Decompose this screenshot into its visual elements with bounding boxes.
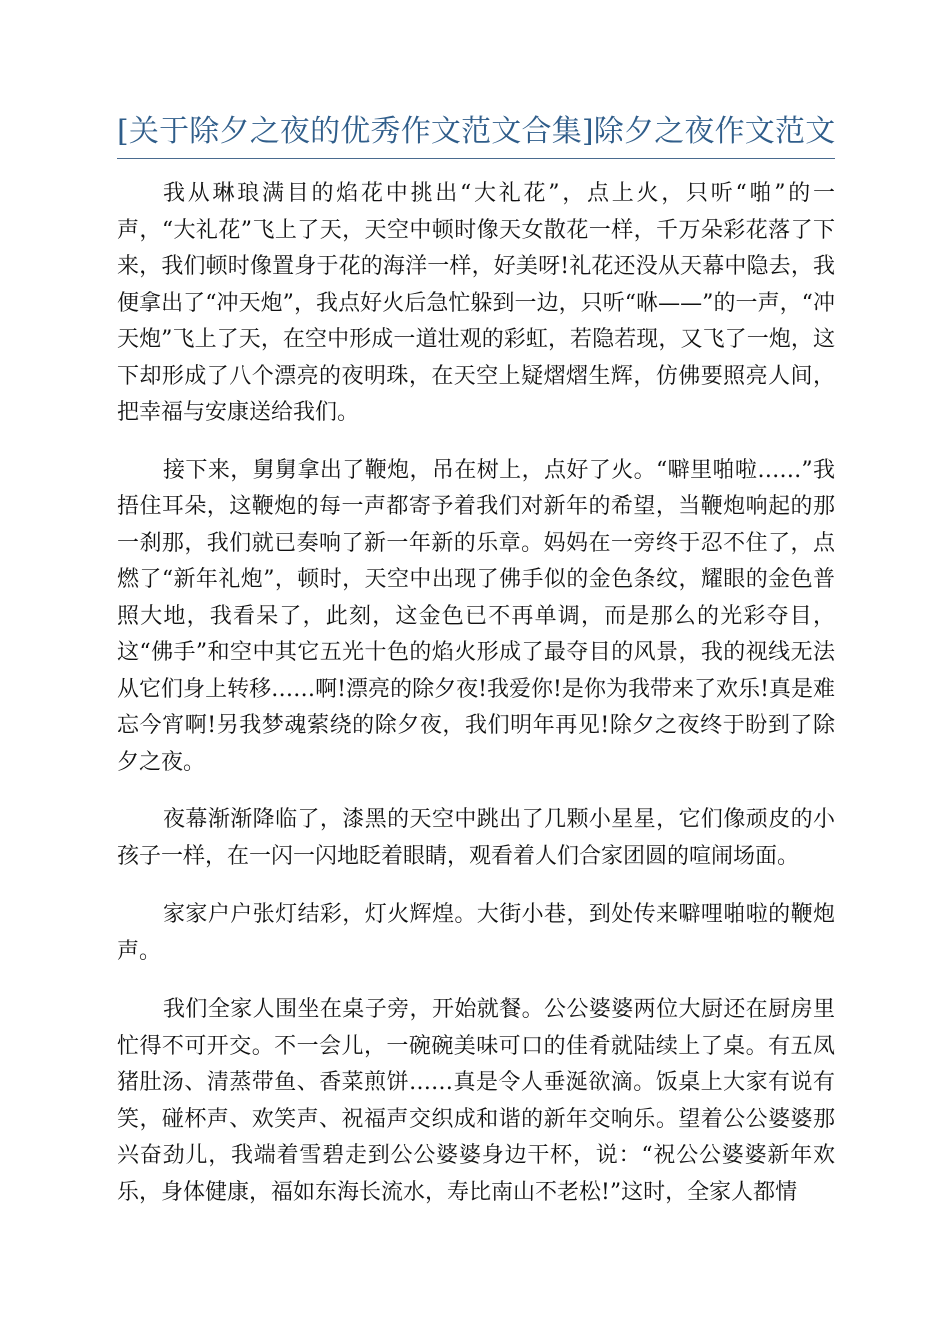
title-block (117, 112, 835, 159)
paragraph-2: 接下来，舅舅拿出了鞭炮，吊在树上，点好了火。“噼里啪啦……”我捂住耳朵，这鞭炮的每一声都寄予着我们对新年的希望，当鞭炮响起的那一刹那，我们就已奏响了新一年新的乐章。妈妈在一旁终于忍不住了，点燃了“新年礼炮”，顿时，天空中出现了佛手似的金色条纹，耀眼的金色普照大地，我看呆了，此刻，这金色已不再单调，而是那么的光彩夺目，这“佛手”和空中其它五光十色的焰火形成了最夺目的风景，我的视线无法从它们身上转移……啊!漂亮的除夕夜!我爱你!是你为我带来了欢乐!真是难忘今宵啊!另我梦魂萦绕的除夕夜，我们明年再见!除夕之夜终于盼到了除夕之夜。 (117, 457, 835, 775)
paragraph-5: 我们全家人围坐在桌子旁，开始就餐。公公婆婆两位大厨还在厨房里忙得不可开交。不一会儿，一碗碗美味可口的佳肴就陆续上了桌。有五凤猪肚汤、清蒸带鱼、香菜煎饼……真是令人垂涎欲滴。饭桌上大家有说有笑，碰杯声、欢笑声、祝福声交织成和谐的新年交响乐。望着公公婆婆那兴奋劲儿，我端着雪碧走到公公婆婆身边干杯，说：“祝公公婆婆新年欢乐，身体健康，福如东海长流水，寿比南山不老松!”这时，全家人都情 (117, 997, 835, 1205)
document-body (117, 176, 835, 1233)
paragraph-1: 我从琳琅满目的焰花中挑出“大礼花”，点上火，只听“啪”的一声，“大礼花”飞上了天，天空中顿时像天女散花一样，千万朵彩花落了下来，我们顿时像置身于花的海洋一样，好美呀!礼花还没从天幕中隐去，我便拿出了“冲天炮”，我点好火后急忙躲到一边，只听“咻——”的一声，“冲天炮”飞上了天，在空中形成一道壮观的彩虹，若隐若现，又飞了一炮，这下却形成了八个漂亮的夜明珠，在天空上疑熠熠生辉，仿佛要照亮人间，把幸福与安康送给我们。 (117, 181, 835, 425)
paragraph-3: 夜幕渐渐降临了，漆黑的天空中跳出了几颗小星星，它们像顽皮的小孩子一样，在一闪一闪地眨着眼睛，观看着人们合家团圆的喧闹场面。 (117, 807, 835, 869)
paragraph-4: 家家户户张灯结彩，灯火辉煌。大街小巷，到处传来噼哩啪啦的鞭炮声。 (117, 902, 835, 964)
document-title: [关于除夕之夜的优秀作文范文合集]除夕之夜作文范文 (117, 114, 836, 149)
